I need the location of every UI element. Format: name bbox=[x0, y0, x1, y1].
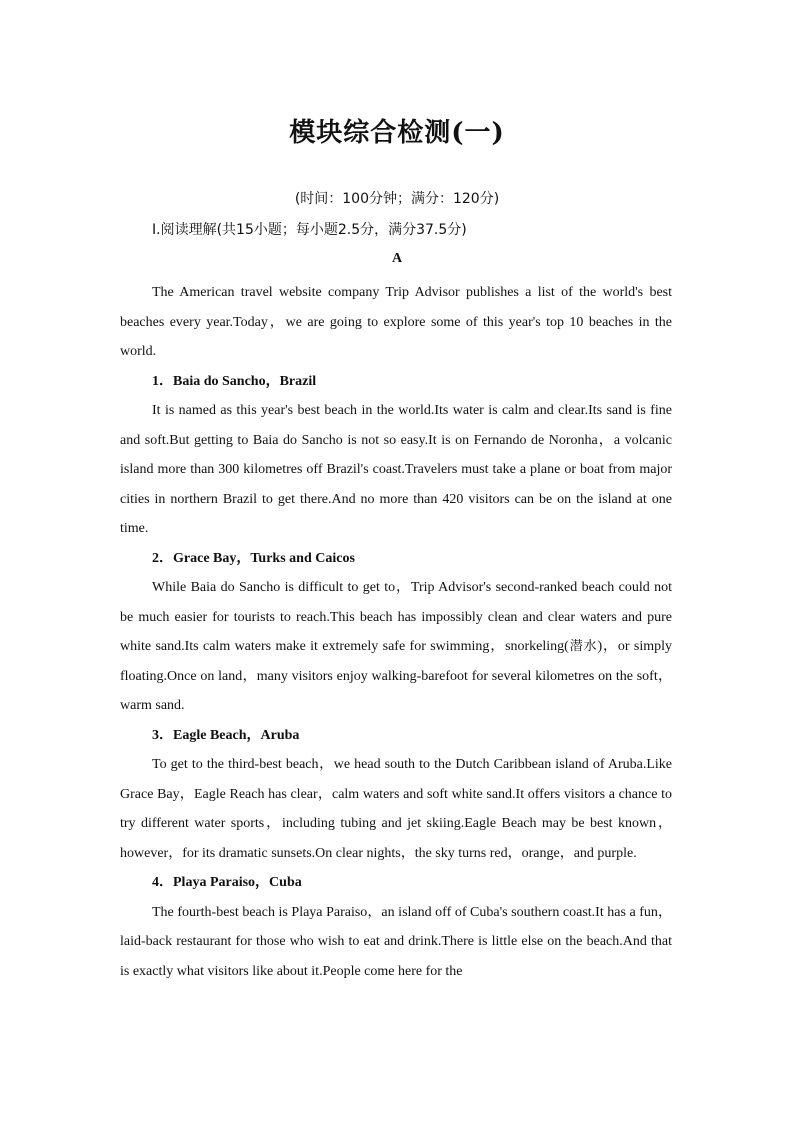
section-heading-3: 3．Eagle Beach，Aruba bbox=[152, 727, 300, 743]
section-heading-2: 2．Grace Bay，Turks and Caicos bbox=[152, 550, 355, 566]
section-heading-1: 1．Baia do Sancho，Brazil bbox=[152, 373, 317, 389]
chinese-gloss: 潜水 bbox=[568, 639, 598, 654]
section-paragraph-1: It is named as this year's best beach in the world.Its water is calm and clear.Its sand is fine and soft.But getting to Baia do Sancho is not so easy.It is on Fernando de Noronha，a volcanic island more than 300 kilometres off Brazil's coast.Travelers must take a plane or boat from major cities in northern Brazil to get there.And no more than 420 visitors can be on the island at one time. bbox=[120, 403, 672, 536]
section-paragraph-2 bbox=[120, 573, 672, 721]
passage bbox=[120, 278, 672, 986]
intro-paragraph: The American travel website company Trip Advisor publishes a list of the world's best beaches every year.Today，we are going to explore some of this year's top 10 beaches in the world. bbox=[120, 285, 672, 359]
section-paragraph-3: To get to the third-best beach，we head south to the Dutch Caribbean island of Aruba.Like Grace Bay，Eagle Reach has clear，calm waters and soft white sand.It offers visitors a chance to try different water sports，including tubing and jet skiing.Eagle Beach may be best known，however，for its dramatic sunsets.On clear nights，the sky turns red，orange，and purple. bbox=[120, 757, 672, 861]
section-heading: Ⅰ.阅读理解(共15小题；每小题2.5分，满分37.5分) bbox=[152, 222, 467, 238]
section-heading-4: 4．Playa Paraiso，Cuba bbox=[152, 875, 302, 890]
exam-meta: (时间：100分钟；满分：120分) bbox=[294, 191, 500, 207]
page-title: 模块综合检测(一) bbox=[289, 118, 505, 148]
paragraph-text: While Baia do Sancho is difficult to get to，Trip Advisor's second-ranked beach could not be much easier for tourists to reach.This beach has impossibly clean and clear waters and pure white sand.Its calm waters make it extremely safe for swimming，snorkeling( bbox=[120, 580, 672, 654]
section-paragraph-4: The fourth-best beach is Playa Paraiso，an island off of Cuba's southern coast.It has a fun，laid-back restaurant for those who wish to eat and drink.There is little else on the beach.And that is exactly what visitors like about it.People come here for the bbox=[120, 904, 672, 979]
part-letter: A bbox=[391, 251, 403, 266]
paragraph-text: )，or simply floating.Once on land，many visitors enjoy walking-barefoot for several kilometres on the soft，warm sand. bbox=[120, 639, 672, 713]
